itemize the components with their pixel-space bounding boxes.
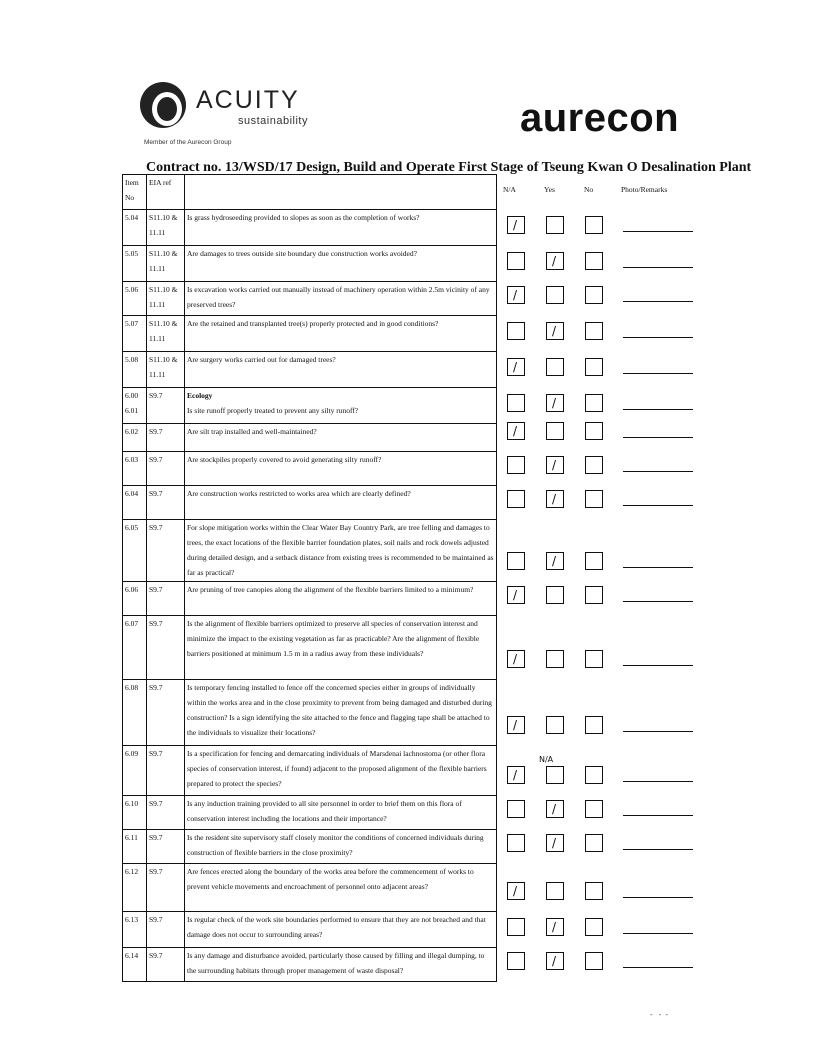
item-number: 5.04 bbox=[123, 210, 147, 246]
answer-cell bbox=[497, 388, 700, 424]
handwritten-note: N/A bbox=[539, 754, 554, 764]
item-number: 6.02 bbox=[123, 424, 147, 452]
na-checkbox[interactable] bbox=[507, 552, 525, 570]
item-number: 6.05 bbox=[123, 520, 147, 582]
eia-ref: S9.7 bbox=[147, 912, 185, 948]
eia-ref: S9.7 bbox=[147, 830, 185, 864]
tick-mark-icon: / bbox=[552, 801, 557, 816]
remarks-input[interactable] bbox=[623, 231, 693, 232]
no-checkbox[interactable] bbox=[585, 216, 603, 234]
table-row bbox=[123, 352, 700, 388]
na-checkbox[interactable] bbox=[507, 716, 525, 734]
question-cell bbox=[185, 210, 497, 246]
na-checkbox[interactable] bbox=[507, 650, 525, 668]
tick-mark-icon: / bbox=[552, 953, 557, 968]
tick-mark-icon: / bbox=[552, 457, 557, 472]
na-checkbox[interactable] bbox=[507, 216, 525, 234]
item-number: 6.10 bbox=[123, 796, 147, 830]
question-text: Is the alignment of flexible barriers optimized to preserve all species of conservation interest and minimize the impact to the existing vegetation as far as practicable? Are the alignment of flexible barriers positioned at minimum 1.5 m in a radius away from these individuals? bbox=[187, 619, 480, 658]
answer-header bbox=[497, 175, 700, 210]
yes-checkbox[interactable] bbox=[546, 322, 564, 340]
tick-mark-icon: / bbox=[513, 423, 518, 438]
remarks-input[interactable] bbox=[623, 849, 693, 850]
eia-ref: S9.7 bbox=[147, 948, 185, 982]
question-text: For slope mitigation works within the Clear Water Bay Country Park, are tree felling and damages to trees, the exact locations of the flexible barrier foundation plates, soil nails and rock dowels adjusted during detailed design, and a setback distance from existing trees is recommended to be maintained as far as practical? bbox=[187, 523, 494, 577]
na-header: N/A bbox=[503, 184, 516, 194]
no-checkbox[interactable] bbox=[585, 490, 603, 508]
na-checkbox[interactable] bbox=[507, 834, 525, 852]
yes-checkbox[interactable] bbox=[546, 490, 564, 508]
remarks-input[interactable] bbox=[623, 815, 693, 816]
na-checkbox[interactable] bbox=[507, 358, 525, 376]
tick-mark-icon: / bbox=[552, 491, 557, 506]
tick-mark-icon: / bbox=[552, 395, 557, 410]
remarks-input[interactable] bbox=[623, 301, 693, 302]
table-row bbox=[123, 680, 700, 746]
table-row bbox=[123, 864, 700, 912]
question-cell bbox=[185, 864, 497, 912]
tick-mark-icon: / bbox=[552, 553, 557, 568]
yes-checkbox[interactable] bbox=[546, 882, 564, 900]
answer-cell bbox=[497, 452, 700, 486]
yes-checkbox[interactable] bbox=[546, 252, 564, 270]
table-row bbox=[123, 520, 700, 582]
no-checkbox[interactable] bbox=[585, 456, 603, 474]
question-text: Is temporary fencing installed to fence off the concerned species either in groups of individually within the works area and in the close proximity to prevent from being damaged and disturbed during construction? Is a sign identifying the site attached to the fence and flagging tape shall be attached to the individuals to visualize their locations? bbox=[187, 683, 492, 737]
acuity-tagline: sustainability bbox=[238, 115, 308, 127]
eia-ref: S9.7 bbox=[147, 864, 185, 912]
tick-mark-icon: / bbox=[552, 919, 557, 934]
no-checkbox[interactable] bbox=[585, 834, 603, 852]
eia-ref: S11.10 & 11.11 bbox=[147, 316, 185, 352]
question-text: Are construction works restricted to works area which are clearly defined? bbox=[187, 489, 411, 498]
table-row bbox=[123, 582, 700, 616]
yes-checkbox[interactable] bbox=[546, 286, 564, 304]
na-checkbox[interactable] bbox=[507, 322, 525, 340]
table-row bbox=[123, 388, 700, 424]
answer-cell bbox=[497, 316, 700, 352]
item-number: 5.05 bbox=[123, 246, 147, 282]
remarks-header: Photo/Remarks bbox=[621, 184, 668, 194]
remarks-input[interactable] bbox=[623, 337, 693, 338]
question-text: Is regular check of the work site boundaries performed to ensure that they are not breached and that damage does not occur to surrounding areas? bbox=[187, 915, 486, 939]
remarks-input[interactable] bbox=[623, 267, 693, 268]
no-checkbox[interactable] bbox=[585, 952, 603, 970]
remarks-input[interactable] bbox=[623, 471, 693, 472]
table-row bbox=[123, 452, 700, 486]
question-cell bbox=[185, 520, 497, 582]
yes-checkbox[interactable] bbox=[546, 422, 564, 440]
section-heading: Ecology bbox=[187, 391, 213, 400]
eia-ref: S11.10 & 11.11 bbox=[147, 352, 185, 388]
answer-cell bbox=[497, 352, 700, 388]
tick-mark-icon: / bbox=[513, 883, 518, 898]
question-cell bbox=[185, 246, 497, 282]
tick-mark-icon: / bbox=[513, 651, 518, 666]
item-number: 6.07 bbox=[123, 616, 147, 680]
yes-checkbox[interactable] bbox=[546, 552, 564, 570]
remarks-input[interactable] bbox=[623, 933, 693, 934]
table-row bbox=[123, 316, 700, 352]
no-checkbox[interactable] bbox=[585, 650, 603, 668]
contract-title: Contract no. 13/WSD/17 Design, Build and Operate First Stage of Tseung Kwan O Desalination Plant bbox=[146, 160, 752, 175]
no-header: No bbox=[584, 184, 594, 194]
no-checkbox[interactable] bbox=[585, 586, 603, 604]
no-checkbox[interactable] bbox=[585, 882, 603, 900]
eia-ref: S9.7 bbox=[147, 486, 185, 520]
no-checkbox[interactable] bbox=[585, 358, 603, 376]
remarks-input[interactable] bbox=[623, 731, 693, 732]
no-checkbox[interactable] bbox=[585, 252, 603, 270]
no-checkbox[interactable] bbox=[585, 766, 603, 784]
na-checkbox[interactable] bbox=[507, 286, 525, 304]
table-row bbox=[123, 616, 700, 680]
question-text: Is site runoff properly treated to prevent any silty runoff? bbox=[187, 406, 359, 415]
tick-mark-icon: / bbox=[513, 717, 518, 732]
question-cell bbox=[185, 282, 497, 316]
table-row bbox=[123, 486, 700, 520]
remarks-input[interactable] bbox=[623, 567, 693, 568]
table-row bbox=[123, 796, 700, 830]
remarks-input[interactable] bbox=[623, 897, 693, 898]
tick-mark-icon: / bbox=[513, 217, 518, 232]
yes-checkbox[interactable] bbox=[546, 216, 564, 234]
yes-checkbox[interactable] bbox=[546, 716, 564, 734]
answer-cell bbox=[497, 486, 700, 520]
eia-ref: S11.10 & 11.11 bbox=[147, 210, 185, 246]
question-text: Is grass hydroseeding provided to slopes as soon as the completion of works? bbox=[187, 213, 420, 222]
question-text: Are silt trap installed and well-maintained? bbox=[187, 427, 317, 436]
tick-mark-icon: / bbox=[552, 835, 557, 850]
question-cell bbox=[185, 452, 497, 486]
yes-checkbox[interactable] bbox=[546, 918, 564, 936]
yes-checkbox[interactable] bbox=[546, 800, 564, 818]
remarks-input[interactable] bbox=[623, 601, 693, 602]
eia-ref: S9.7 bbox=[147, 796, 185, 830]
yes-checkbox[interactable] bbox=[546, 456, 564, 474]
no-checkbox[interactable] bbox=[585, 716, 603, 734]
tick-mark-icon: / bbox=[552, 253, 557, 268]
question-text: Are surgery works carried out for damaged trees? bbox=[187, 355, 336, 364]
table-row bbox=[123, 424, 700, 452]
answer-cell bbox=[497, 246, 700, 282]
na-checkbox[interactable] bbox=[507, 456, 525, 474]
item-number: 6.08 bbox=[123, 680, 147, 746]
question-cell bbox=[185, 388, 497, 424]
remarks-input[interactable] bbox=[623, 781, 693, 782]
acuity-name: ACUITY bbox=[196, 86, 300, 114]
item-number: 6.11 bbox=[123, 830, 147, 864]
acuity-member-text: Member of the Aurecon Group bbox=[144, 139, 232, 146]
no-checkbox[interactable] bbox=[585, 552, 603, 570]
item-header: Item No bbox=[123, 175, 147, 210]
question-cell bbox=[185, 316, 497, 352]
question-cell bbox=[185, 796, 497, 830]
remarks-input[interactable] bbox=[623, 373, 693, 374]
answer-cell bbox=[497, 520, 700, 582]
question-cell bbox=[185, 680, 497, 746]
na-checkbox[interactable] bbox=[507, 800, 525, 818]
answer-cell bbox=[497, 680, 700, 746]
item-number: 6.04 bbox=[123, 486, 147, 520]
yes-checkbox[interactable] bbox=[546, 766, 564, 784]
eia-ref: S11.10 & 11.11 bbox=[147, 282, 185, 316]
remarks-input[interactable] bbox=[623, 437, 693, 438]
yes-checkbox[interactable] bbox=[546, 834, 564, 852]
remarks-input[interactable] bbox=[623, 505, 693, 506]
yes-checkbox[interactable] bbox=[546, 952, 564, 970]
question-cell bbox=[185, 616, 497, 680]
eia-ref: S9.7 bbox=[147, 520, 185, 582]
question-cell bbox=[185, 948, 497, 982]
eia-ref: S9.7 bbox=[147, 582, 185, 616]
item-number: 6.13 bbox=[123, 912, 147, 948]
eia-ref: S9.7 bbox=[147, 424, 185, 452]
item-number: 6.06 bbox=[123, 582, 147, 616]
na-checkbox[interactable] bbox=[507, 490, 525, 508]
table-row bbox=[123, 746, 700, 796]
yes-checkbox[interactable] bbox=[546, 586, 564, 604]
table-row bbox=[123, 948, 700, 982]
na-checkbox[interactable] bbox=[507, 394, 525, 412]
yes-checkbox[interactable] bbox=[546, 394, 564, 412]
yes-checkbox[interactable] bbox=[546, 358, 564, 376]
eia-ref: S9.7 bbox=[147, 746, 185, 796]
question-header bbox=[185, 175, 497, 210]
question-text: Are damages to trees outside site boundary due construction works avoided? bbox=[187, 249, 417, 258]
item-number: 6.03 bbox=[123, 452, 147, 486]
eia-ref: S9.7 bbox=[147, 616, 185, 680]
table-row bbox=[123, 246, 700, 282]
answer-cell bbox=[497, 830, 700, 864]
no-checkbox[interactable] bbox=[585, 800, 603, 818]
answer-cell bbox=[497, 746, 700, 796]
na-checkbox[interactable] bbox=[507, 252, 525, 270]
question-cell bbox=[185, 830, 497, 864]
eia-ref: S9.7 bbox=[147, 680, 185, 746]
item-number: 6.12 bbox=[123, 864, 147, 912]
footer-marks: - - - bbox=[650, 1010, 668, 1019]
acuity-emblem-icon bbox=[140, 82, 186, 128]
table-row bbox=[123, 830, 700, 864]
question-cell bbox=[185, 582, 497, 616]
question-text: Is the resident site supervisory staff closely monitor the conditions of concerned individuals during construction of flexible barriers in the close proximity? bbox=[187, 833, 484, 857]
acuity-logo bbox=[140, 82, 310, 152]
answer-cell bbox=[497, 912, 700, 948]
table-header-row bbox=[123, 175, 700, 210]
question-text: Are stockpiles properly covered to avoid generating silty runoff? bbox=[187, 455, 382, 464]
table-row bbox=[123, 282, 700, 316]
item-number: 6.09 bbox=[123, 746, 147, 796]
answer-cell bbox=[497, 948, 700, 982]
remarks-input[interactable] bbox=[623, 967, 693, 968]
checklist-table bbox=[122, 174, 700, 982]
item-number: 5.06 bbox=[123, 282, 147, 316]
tick-mark-icon: / bbox=[513, 359, 518, 374]
na-checkbox[interactable] bbox=[507, 952, 525, 970]
eia-ref: S9.7 bbox=[147, 452, 185, 486]
question-cell bbox=[185, 486, 497, 520]
na-checkbox[interactable] bbox=[507, 422, 525, 440]
question-text: Are pruning of tree canopies along the alignment of the flexible barriers limited to a minimum? bbox=[187, 585, 474, 594]
eia-ref: S11.10 & 11.11 bbox=[147, 246, 185, 282]
table-row bbox=[123, 912, 700, 948]
tick-mark-icon: / bbox=[552, 323, 557, 338]
yes-header: Yes bbox=[544, 184, 555, 194]
na-checkbox[interactable] bbox=[507, 766, 525, 784]
answer-cell bbox=[497, 796, 700, 830]
answer-cell bbox=[497, 864, 700, 912]
eia-header: EIA ref bbox=[147, 175, 185, 210]
item-number: 6.14 bbox=[123, 948, 147, 982]
item-number: 5.07 bbox=[123, 316, 147, 352]
question-cell bbox=[185, 352, 497, 388]
question-text: Is any damage and disturbance avoided, particularly those caused by filling and illegal dumping, to the surrounding habitats through proper management of waste disposal? bbox=[187, 951, 485, 975]
question-cell bbox=[185, 424, 497, 452]
aurecon-logo: aurecon bbox=[520, 96, 680, 140]
answer-cell bbox=[497, 282, 700, 316]
no-checkbox[interactable] bbox=[585, 322, 603, 340]
table-row bbox=[123, 210, 700, 246]
tick-mark-icon: / bbox=[513, 287, 518, 302]
tick-mark-icon: / bbox=[513, 587, 518, 602]
eia-ref: S9.7 bbox=[147, 388, 185, 424]
question-text: Is excavation works carried out manually instead of machinery operation within 2.5m vicinity of any preserved trees? bbox=[187, 285, 490, 309]
item-number: 5.08 bbox=[123, 352, 147, 388]
question-cell bbox=[185, 912, 497, 948]
question-text: Are the retained and transplanted tree(s) properly protected and in good conditions? bbox=[187, 319, 439, 328]
yes-checkbox[interactable] bbox=[546, 650, 564, 668]
tick-mark-icon: / bbox=[513, 767, 518, 782]
no-checkbox[interactable] bbox=[585, 422, 603, 440]
no-checkbox[interactable] bbox=[585, 918, 603, 936]
answer-cell bbox=[497, 582, 700, 616]
question-text: Is any induction training provided to all site personnel in order to brief them on this flora of conservation interest including the locations and their importance? bbox=[187, 799, 462, 823]
answer-cell bbox=[497, 616, 700, 680]
answer-cell bbox=[497, 210, 700, 246]
na-checkbox[interactable] bbox=[507, 586, 525, 604]
item-number: 6.00 6.01 bbox=[123, 388, 147, 424]
question-text: Are fences erected along the boundary of the works area before the commencement of works to prevent vehicle movements and encroachment of personnel onto adjacent areas? bbox=[187, 867, 474, 891]
question-cell bbox=[185, 746, 497, 796]
no-checkbox[interactable] bbox=[585, 394, 603, 412]
remarks-input[interactable] bbox=[623, 665, 693, 666]
answer-cell bbox=[497, 424, 700, 452]
remarks-input[interactable] bbox=[623, 409, 693, 410]
no-checkbox[interactable] bbox=[585, 286, 603, 304]
na-checkbox[interactable] bbox=[507, 882, 525, 900]
na-checkbox[interactable] bbox=[507, 918, 525, 936]
question-text: Is a specification for fencing and demarcating individuals of Marsdenai lachnostoma (or other flora species of conservation interest, if found) adjacent to the proposed alignment of the flexible barriers prepared to protect the species? bbox=[187, 749, 487, 788]
